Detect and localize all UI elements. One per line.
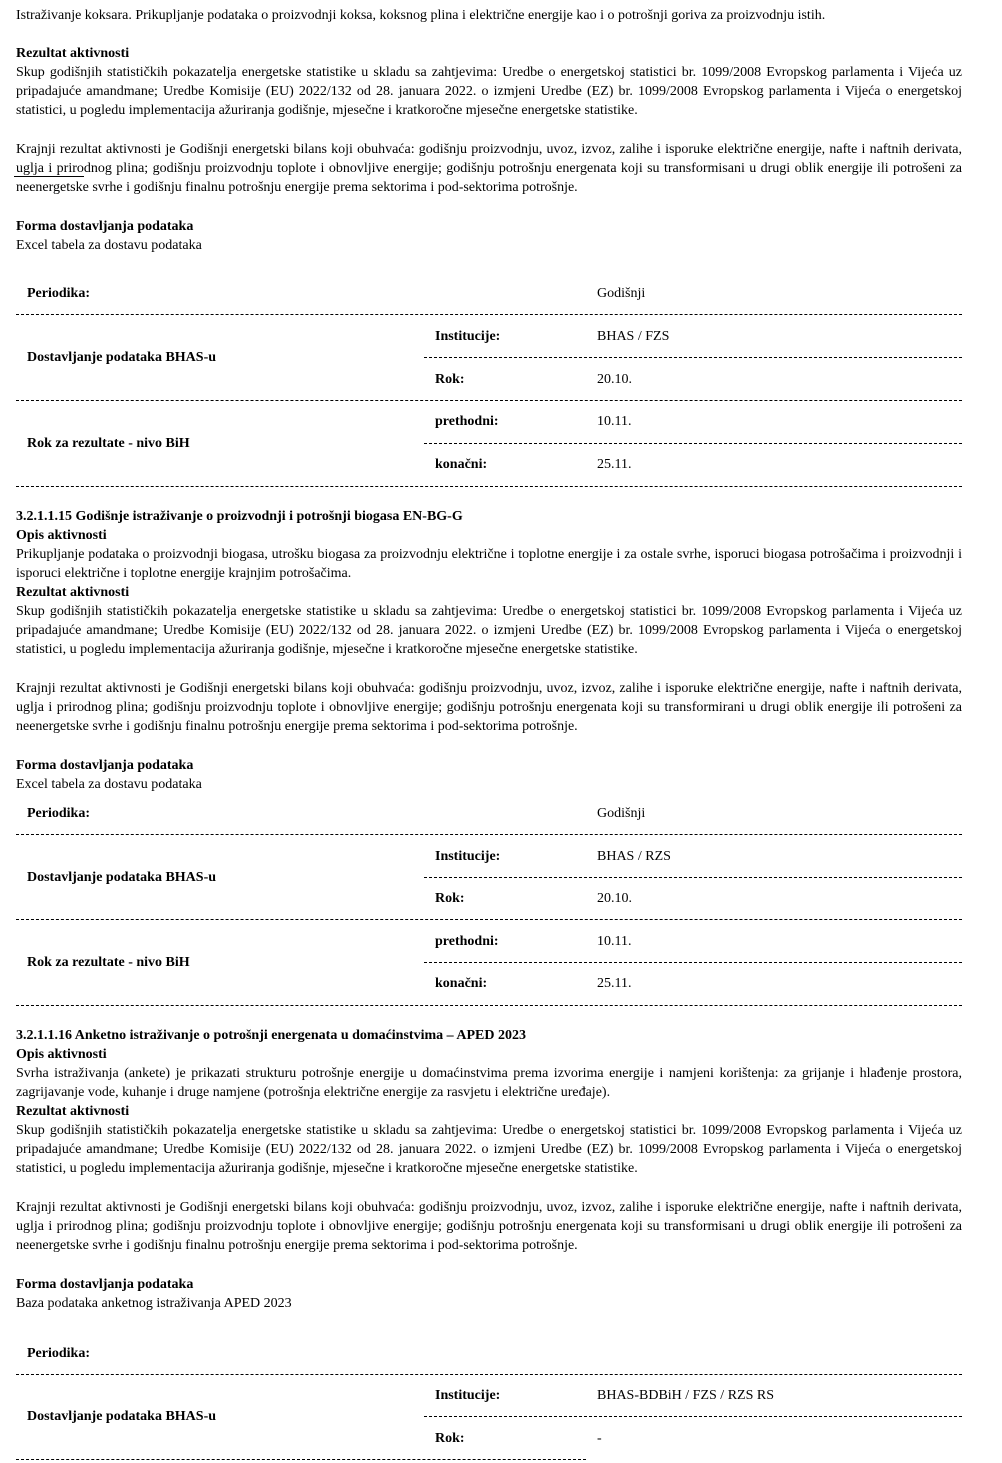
text-underline-mark <box>14 176 84 177</box>
konacni-label: konačni: <box>435 976 488 991</box>
section-title: 3.2.1.1.15 Godišnje istraživanje o proizvodnji i potrošnji biogasa EN-BG-G <box>16 509 463 524</box>
institucije-label: Institucije: <box>435 849 501 864</box>
section-title: 3.2.1.1.16 Anketno istraživanje o potrošnji energenata u domaćinstvima – APED 2023 <box>16 1028 526 1043</box>
rok-label: Rok: <box>435 891 465 906</box>
opis-paragraph: Prikupljanje podataka o proizvodnji biogasa, utrošku biogasa za proizvodnju električne i toplotne energije i za ostale svrhe, isporuci biogasa potrošačima i proizvodnji i isporuci električne i toplotne energije krajnjim potrošačima. <box>16 547 962 582</box>
periodika-label: Periodika: <box>27 286 90 301</box>
periodika-label: Periodika: <box>27 1346 90 1361</box>
periodika-label: Periodika: <box>27 806 90 821</box>
rezultat-paragraph: Skup godišnjih statističkih pokazatelja energetske statistike u skladu sa zahtjevima: Uredbe o energetskoj statistici br. 1099/2008 Evropskog parlamenta i Vijeća uz pripadajuće amandmane; Uredbe Komisije (EU) 2022/132 od 28. januara 2022. o izmjeni Uredbe (EZ) br. 1099/2008 Evropskog parlamenta i Vijeća o energetskoj statistici, u pogledu implementacija ažuriranja godišnje, mjesečne i kratkoročne mjesečne energetske statistike. <box>16 1123 962 1177</box>
table-divider <box>16 1374 962 1375</box>
institucije-value: BHAS / RZS <box>597 849 671 864</box>
forma-text: Baza podataka anketnog istraživanja APED 2023 <box>16 1296 292 1311</box>
konacni-value: 25.11. <box>597 457 632 472</box>
rok-label: Rok: <box>435 372 465 387</box>
forma-heading: Forma dostavljanja podataka <box>16 1277 194 1292</box>
rezultati-label: Rok za rezultate - nivo BiH <box>27 436 190 451</box>
table-divider <box>16 400 962 401</box>
table-divider <box>424 357 962 358</box>
forma-heading: Forma dostavljanja podataka <box>16 758 194 773</box>
rezultat-paragraph: Krajnji rezultat aktivnosti je Godišnji energetski bilans koji obuhvaća: godišnju proizvodnju, uvoz, izvoz, zalihe i isporuke električne energije, nafte i naftnih derivata, uglja i prirodnog plina; godišnju proizvodnju toplote i obnovljive energije; godišnju potrošnju energenata koji su transformisani u drugi oblik energije ili potrošeni za neenergetske svrhe i godišnju finalnu potrošnju energije prema sektorima i pod-sektorima potrošnje. <box>16 1200 962 1254</box>
forma-text: Excel tabela za dostavu podataka <box>16 238 202 253</box>
rok-value: 20.10. <box>597 891 632 906</box>
forma-heading: Forma dostavljanja podataka <box>16 219 194 234</box>
table-divider <box>424 962 962 963</box>
opis-heading: Opis aktivnosti <box>16 528 107 543</box>
konacni-label: konačni: <box>435 457 488 472</box>
rok-label: Rok: <box>435 1431 465 1446</box>
rezultat-paragraph: Skup godišnjih statističkih pokazatelja energetske statistike u skladu sa zahtjevima: Uredbe o energetskoj statistici br. 1099/2008 Evropskog parlamenta i Vijeća uz pripadajuće amandmane; Uredbe Komisije (EU) 2022/132 od 28. januara 2022. o izmjeni Uredbe (EZ) br. 1099/2008 Evropskog parlamenta i Vijeća o energetskoj statistici, u pogledu implementacija ažuriranja godišnje, mjesečne i kratkoročne mjesečne energetske statistike. <box>16 604 962 658</box>
rok-value: 20.10. <box>597 372 632 387</box>
table-divider <box>16 919 962 920</box>
rezultat-heading: Rezultat aktivnosti <box>16 46 130 61</box>
prethodni-value: 10.11. <box>597 934 632 949</box>
rezultat-paragraph: Skup godišnjih statističkih pokazatelja energetske statistike u skladu sa zahtjevima: Uredbe o energetskoj statistici br. 1099/2008 Evropskog parlamenta i Vijeća uz pripadajuće amandmane; Uredbe Komisije (EU) 2022/132 od 28. januara 2022. o izmjeni Uredbe (EZ) br. 1099/2008 Evropskog parlamenta i Vijeća o energetskoj statistici, u pogledu implementacija ažuriranja godišnje, mjesečne i kratkoročne mjesečne energetske statistike. <box>16 65 962 119</box>
table-divider <box>16 1459 586 1460</box>
rezultati-label: Rok za rezultate - nivo BiH <box>27 955 190 970</box>
dostavljanje-label: Dostavljanje podataka BHAS-u <box>27 870 217 885</box>
dostavljanje-label: Dostavljanje podataka BHAS-u <box>27 350 217 365</box>
institucije-label: Institucije: <box>435 1388 501 1403</box>
rezultat-heading: Rezultat aktivnosti <box>16 1104 130 1119</box>
konacni-value: 25.11. <box>597 976 632 991</box>
institucije-value: BHAS-BDBiH / FZS / RZS RS <box>597 1388 774 1403</box>
institucije-value: BHAS / FZS <box>597 329 670 344</box>
opis-paragraph: Svrha istraživanja (ankete) je prikazati strukturu potrošnje energije u domaćinstvima prema izvorima energije i namjeni korištenja: za grijanje i hlađenje prostora, zagrijavanje vode, kuhanje i druge namjene (potrošnja električne energije za rasvjetu i električne uređaje). <box>16 1066 962 1101</box>
prethodni-label: prethodni: <box>435 934 499 949</box>
rezultat-heading: Rezultat aktivnosti <box>16 585 130 600</box>
rezultat-paragraph: Krajnji rezultat aktivnosti je Godišnji energetski bilans koji obuhvaća: godišnju proizvodnju, uvoz, izvoz, zalihe i isporuke električne energije, nafte i naftnih derivata, uglja i prirodnog plina; godišnju proizvodnju toplote i obnovljive energije; godišnju potrošnju energenata koji su transformirani u drugi oblik energije ili potrošeni za neenergetske svrhe i godišnju finalnu potrošnju energije prema sektorima i pod-sektorima potrošnje. <box>16 681 962 735</box>
table-divider <box>16 1005 962 1006</box>
forma-text: Excel tabela za dostavu podataka <box>16 777 202 792</box>
institucije-label: Institucije: <box>435 329 501 344</box>
rok-value: - <box>597 1431 602 1446</box>
periodika-value: Godišnji <box>597 806 646 821</box>
table-divider <box>16 834 962 835</box>
intro-paragraph: Istraživanje koksara. Prikupljanje podataka o proizvodnji koksa, koksnog plina i električne energije kao i o potrošnji goriva za proizvodnju istih. <box>16 8 826 23</box>
opis-heading: Opis aktivnosti <box>16 1047 107 1062</box>
table-divider <box>16 486 962 487</box>
table-divider <box>16 314 962 315</box>
prethodni-value: 10.11. <box>597 414 632 429</box>
periodika-value: Godišnji <box>597 286 646 301</box>
table-divider <box>424 443 962 444</box>
rezultat-paragraph: Krajnji rezultat aktivnosti je Godišnji energetski bilans koji obuhvaća: godišnju proizvodnju, uvoz, izvoz, zalihe i isporuke električne energije, nafte i naftnih derivata, uglja i prirodnog plina; godišnju proizvodnju toplote i obnovljive energije; godišnju potrošnju energenata koji su transformisani u drugi oblik energije ili potrošeni za neenergetske svrhe i godišnju finalnu potrošnju energije prema sektorima i pod-sektorima potrošnje. <box>16 142 962 196</box>
table-divider <box>424 877 962 878</box>
dostavljanje-label: Dostavljanje podataka BHAS-u <box>27 1409 217 1424</box>
table-divider <box>424 1416 962 1417</box>
prethodni-label: prethodni: <box>435 414 499 429</box>
